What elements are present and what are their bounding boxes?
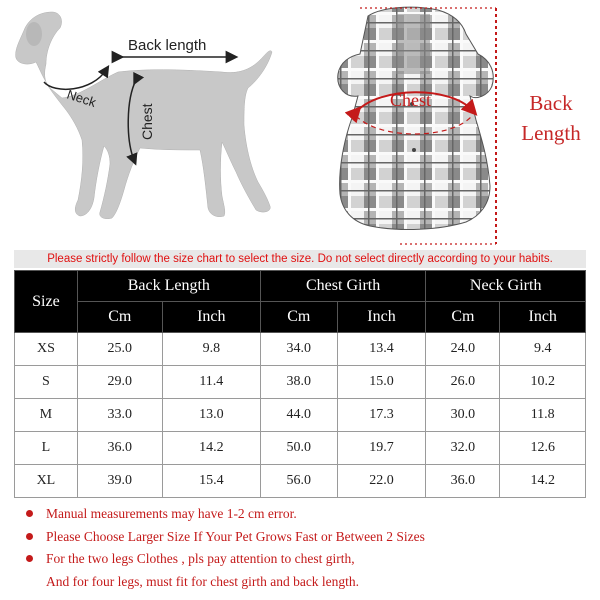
bullet-icon: [26, 533, 33, 540]
note-text: Please Choose Larger Size If Your Pet Grows Fast or Between 2 Sizes: [46, 528, 425, 544]
value-cell: 11.4: [162, 366, 260, 399]
dog-neck-label: Neck: [65, 86, 98, 111]
table-row: [15, 333, 586, 366]
dog-chest-label: Chest: [139, 103, 155, 140]
value-cell: 32.0: [426, 432, 500, 465]
value-cell: 10.2: [500, 366, 586, 399]
unit-header: Cm: [77, 302, 162, 333]
value-cell: 36.0: [426, 465, 500, 498]
value-cell: 11.8: [500, 399, 586, 432]
shirt-back-length-label: [506, 88, 596, 149]
value-cell: 38.0: [260, 366, 337, 399]
note-item: [24, 526, 594, 549]
value-cell: 13.4: [337, 333, 426, 366]
value-cell: 24.0: [426, 333, 500, 366]
unit-header: Cm: [260, 302, 337, 333]
table-row: [15, 465, 586, 498]
back-length-line1: Back: [529, 91, 573, 115]
bullet-icon: [26, 555, 33, 562]
value-cell: 39.0: [77, 465, 162, 498]
size-cell: M: [15, 399, 78, 432]
note-item: [24, 571, 594, 594]
notes-list: [24, 503, 594, 593]
value-cell: 19.7: [337, 432, 426, 465]
unit-header: Cm: [426, 302, 500, 333]
unit-header: Inch: [162, 302, 260, 333]
shirt-chest-label: Chest: [390, 90, 432, 110]
group-header-neck-girth: Neck Girth: [426, 271, 586, 302]
group-header-chest-girth: Chest Girth: [260, 271, 425, 302]
size-cell: XL: [15, 465, 78, 498]
value-cell: 14.2: [500, 465, 586, 498]
value-cell: 34.0: [260, 333, 337, 366]
size-warning-banner: Please strictly follow the size chart to select the size. Do not select directly according to your habits.: [14, 250, 586, 268]
size-chart-table: [14, 270, 586, 498]
value-cell: 22.0: [337, 465, 426, 498]
value-cell: 13.0: [162, 399, 260, 432]
dog-back-length-label: Back length: [128, 37, 207, 54]
note-item: [24, 503, 594, 526]
value-cell: 30.0: [426, 399, 500, 432]
unit-header: Inch: [500, 302, 586, 333]
value-cell: 9.4: [500, 333, 586, 366]
value-cell: 14.2: [162, 432, 260, 465]
value-cell: 12.6: [500, 432, 586, 465]
value-cell: 33.0: [77, 399, 162, 432]
note-text: Manual measurements may have 1-2 cm error.: [46, 506, 297, 521]
size-cell: S: [15, 366, 78, 399]
size-cell: XS: [15, 333, 78, 366]
size-cell: L: [15, 432, 78, 465]
value-cell: 25.0: [77, 333, 162, 366]
bullet-icon: [26, 510, 33, 517]
note-text: For the two legs Clothes , pls pay attention to chest girth,: [46, 551, 355, 566]
back-length-line2: Length: [521, 121, 581, 146]
value-cell: 15.4: [162, 465, 260, 498]
table-unit-row: [15, 302, 586, 333]
value-cell: 36.0: [77, 432, 162, 465]
unit-header: Inch: [337, 302, 426, 333]
value-cell: 26.0: [426, 366, 500, 399]
value-cell: 9.8: [162, 333, 260, 366]
size-header: Size: [15, 271, 78, 333]
value-cell: 56.0: [260, 465, 337, 498]
value-cell: 17.3: [337, 399, 426, 432]
value-cell: 44.0: [260, 399, 337, 432]
table-row: [15, 399, 586, 432]
value-cell: 50.0: [260, 432, 337, 465]
table-row: [15, 366, 586, 399]
value-cell: 15.0: [337, 366, 426, 399]
table-header-row: [15, 271, 586, 302]
note-text: And for four legs, must fit for chest girth and back length.: [46, 573, 360, 589]
group-header-back-length: Back Length: [77, 271, 260, 302]
table-row: [15, 432, 586, 465]
note-item: [24, 548, 594, 571]
value-cell: 29.0: [77, 366, 162, 399]
